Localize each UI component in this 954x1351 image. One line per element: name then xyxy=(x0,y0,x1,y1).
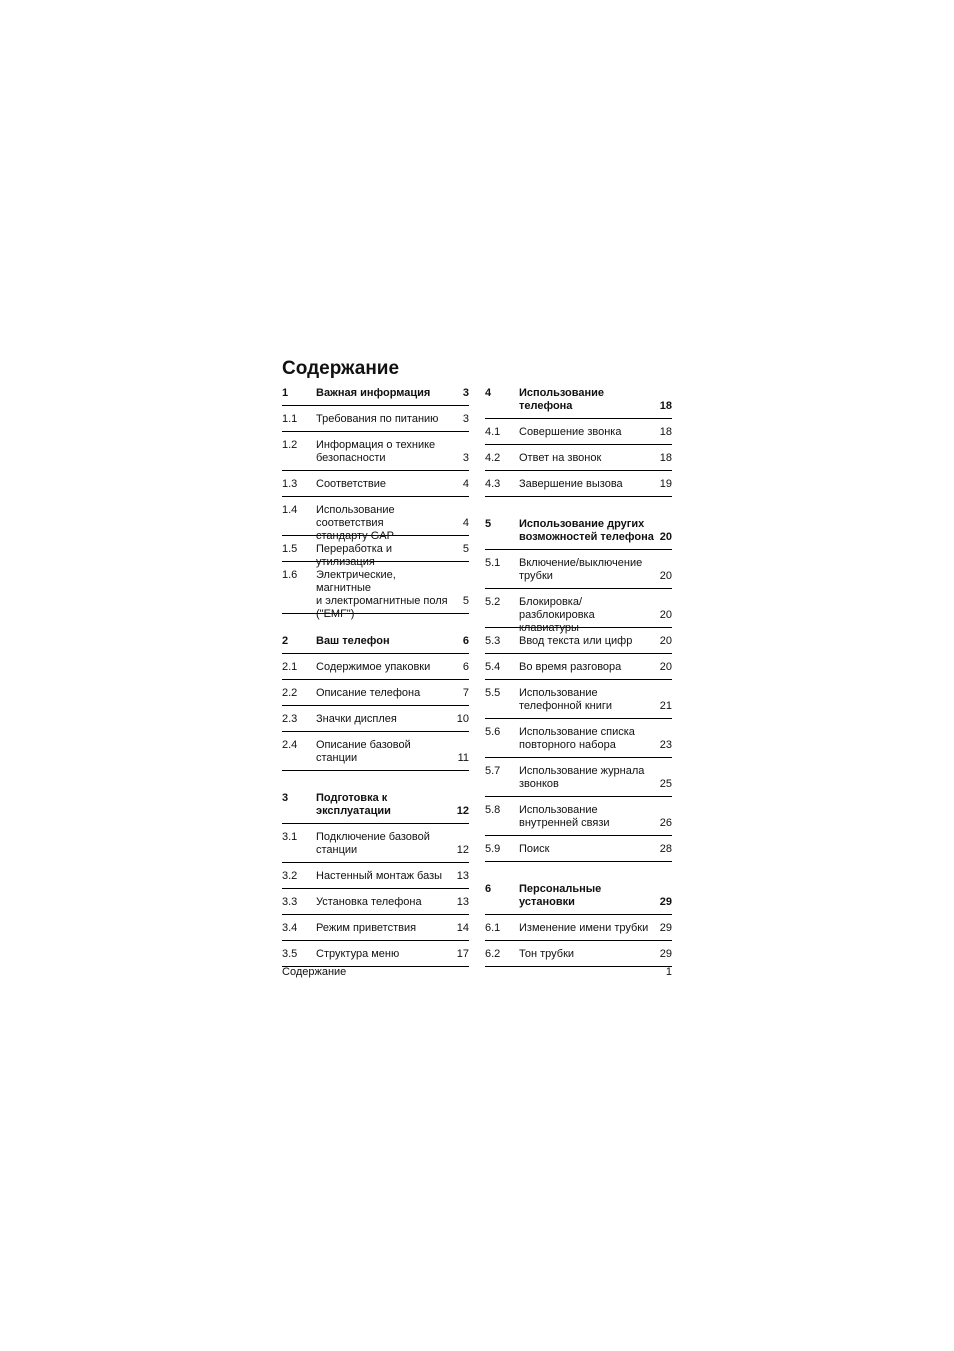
toc-entry-title: Использование телефонной книги xyxy=(519,687,613,712)
toc-entry[interactable] xyxy=(282,432,469,471)
toc-entry-page: 25 xyxy=(659,778,672,790)
toc-entry-number: 5.5 xyxy=(485,687,501,699)
toc-entry-page: 20 xyxy=(659,661,672,673)
toc-entry-title: Настенный монтаж базы xyxy=(316,870,443,882)
toc-entry[interactable] xyxy=(485,876,672,915)
toc-entry-page: 14 xyxy=(456,922,469,934)
toc-entry-number: 5.2 xyxy=(485,596,501,608)
toc-entry-number: 1.1 xyxy=(282,413,298,425)
toc-entry-title: Тон трубки xyxy=(519,948,575,960)
toc-entry-title: Описание телефона xyxy=(316,687,421,699)
toc-entry[interactable] xyxy=(282,471,469,497)
toc-entry[interactable] xyxy=(282,732,469,771)
toc-entry[interactable] xyxy=(282,628,469,654)
toc-entry-number: 1.3 xyxy=(282,478,298,490)
toc-entry-title: Использование других возможностей телефона xyxy=(519,518,654,543)
toc-entry-page: 20 xyxy=(659,531,672,543)
toc-entry[interactable] xyxy=(485,836,672,862)
toc-entry-number: 3.5 xyxy=(282,948,298,960)
toc-entry-page: 3 xyxy=(462,452,469,464)
toc-entry[interactable] xyxy=(282,562,469,620)
toc-entry-title: Использование телефона xyxy=(519,387,605,412)
toc-entry-number: 2.2 xyxy=(282,687,298,699)
toc-entry[interactable] xyxy=(282,654,469,680)
toc-column-left xyxy=(282,380,469,967)
toc-entry-title: Ответ на звонок xyxy=(519,452,602,464)
toc-entry-page: 26 xyxy=(659,817,672,829)
toc-entry-title: Использование списка повторного набора xyxy=(519,726,635,751)
toc-entry-title: Использование внутренней связи xyxy=(519,804,610,829)
toc-entry-title: Подключение базовой станции xyxy=(316,831,430,856)
toc-entry-page: 29 xyxy=(659,922,672,934)
toc-entry-number: 3.4 xyxy=(282,922,298,934)
toc-entry-page: 19 xyxy=(659,478,672,490)
toc-entry-number: 2.1 xyxy=(282,661,298,673)
toc-entry[interactable] xyxy=(485,445,672,471)
toc-entry[interactable] xyxy=(485,419,672,445)
toc-entry[interactable] xyxy=(485,941,672,967)
toc-entry-page: 13 xyxy=(456,870,469,882)
toc-entry[interactable] xyxy=(485,719,672,758)
toc-entry-page: 29 xyxy=(659,896,672,908)
footer-title: Содержание xyxy=(282,966,347,978)
toc-entry[interactable] xyxy=(485,797,672,836)
toc-entry[interactable] xyxy=(282,380,469,406)
toc-entry[interactable] xyxy=(282,785,469,824)
toc-entry-page: 12 xyxy=(456,805,469,817)
toc-entry-title: Совершение звонка xyxy=(519,426,622,438)
toc-entry-number: 6.2 xyxy=(485,948,501,960)
toc-entry-title: Содержимое упаковки xyxy=(316,661,431,673)
toc-entry-title: Значки дисплея xyxy=(316,713,397,725)
toc-entry-number: 5.9 xyxy=(485,843,501,855)
toc-entry-number: 5.8 xyxy=(485,804,501,816)
toc-entry-number: 5.3 xyxy=(485,635,501,647)
toc-entry-number: 3.1 xyxy=(282,831,298,843)
toc-entry-number: 2.3 xyxy=(282,713,298,725)
toc-entry-page: 20 xyxy=(659,570,672,582)
toc-entry-page: 5 xyxy=(462,543,469,555)
toc-entry-number: 3 xyxy=(282,792,289,804)
toc-entry[interactable] xyxy=(485,511,672,550)
toc-entry-title: Использование журнала звонков xyxy=(519,765,645,790)
toc-entry-title: Режим приветствия xyxy=(316,922,417,934)
toc-entry-page: 6 xyxy=(462,661,469,673)
toc-entry-title: Описание базовой станции xyxy=(316,739,411,764)
toc-entry-title: Соответствие xyxy=(316,478,387,490)
toc-entry[interactable] xyxy=(485,471,672,497)
toc-entry-page: 7 xyxy=(462,687,469,699)
toc-entry-number: 5.7 xyxy=(485,765,501,777)
toc-entry[interactable] xyxy=(282,706,469,732)
toc-entry-title: Структура меню xyxy=(316,948,400,960)
toc-entry-page: 13 xyxy=(456,896,469,908)
toc-entry[interactable] xyxy=(485,550,672,589)
toc-entry-page: 18 xyxy=(659,426,672,438)
footer-page-number: 1 xyxy=(665,966,672,978)
toc-entry-title: Подготовка к эксплуатации xyxy=(316,792,391,817)
toc-entry-page: 10 xyxy=(456,713,469,725)
toc-entry-page: 20 xyxy=(659,609,672,621)
toc-entry-title: Ввод текста или цифр xyxy=(519,635,633,647)
toc-entry-title: Требования по питанию xyxy=(316,413,439,425)
toc-entry-number: 5.1 xyxy=(485,557,501,569)
toc-entry-page: 3 xyxy=(462,387,469,399)
toc-entry-page: 6 xyxy=(462,635,469,647)
toc-entry-title: Информация о технике безопасности xyxy=(316,439,436,464)
toc-entry-page: 4 xyxy=(462,478,469,490)
toc-entry[interactable] xyxy=(282,680,469,706)
toc-entry-title: Важная информация xyxy=(316,387,431,399)
toc-entry-title: Установка телефона xyxy=(316,896,422,908)
toc-entry-number: 4.1 xyxy=(485,426,501,438)
toc-entry-number: 1.2 xyxy=(282,439,298,451)
toc-entry[interactable] xyxy=(282,889,469,915)
toc-entry-number: 6 xyxy=(485,883,492,895)
toc-entry[interactable] xyxy=(485,915,672,941)
toc-entry-title: Поиск xyxy=(519,843,550,855)
page-title: Содержание xyxy=(282,358,400,379)
toc-entry[interactable] xyxy=(282,497,469,542)
toc-entry-page: 29 xyxy=(659,948,672,960)
toc-entry-page: 23 xyxy=(659,739,672,751)
toc-entry-number: 5.4 xyxy=(485,661,501,673)
toc-entry[interactable] xyxy=(282,915,469,941)
toc-entry-number: 1.4 xyxy=(282,504,298,516)
toc-entry[interactable] xyxy=(282,941,469,967)
toc-entry-page: 3 xyxy=(462,413,469,425)
toc-entry-page: 17 xyxy=(456,948,469,960)
toc-entry[interactable] xyxy=(485,589,672,634)
toc-entry[interactable] xyxy=(282,406,469,432)
toc-entry[interactable] xyxy=(485,758,672,797)
toc-entry-page: 18 xyxy=(659,400,672,412)
toc-entry-number: 4.3 xyxy=(485,478,501,490)
toc-entry-number: 2.4 xyxy=(282,739,298,751)
toc-entry-page: 4 xyxy=(462,517,469,529)
toc-entry-number: 3.3 xyxy=(282,896,298,908)
toc-entry-page: 20 xyxy=(659,635,672,647)
toc-entry-title: Изменение имени трубки xyxy=(519,922,649,934)
toc-entry-page: 12 xyxy=(456,844,469,856)
toc-entry-title: Блокировка/разблокировка клавиатуры xyxy=(519,596,595,634)
toc-entry[interactable] xyxy=(282,863,469,889)
toc-entry-page: 11 xyxy=(457,752,469,764)
toc-entry[interactable] xyxy=(485,628,672,654)
toc-entry-number: 1 xyxy=(282,387,289,399)
toc-entry-number: 5.6 xyxy=(485,726,501,738)
toc-entry-title: Персональные установки xyxy=(519,883,602,908)
toc-entry-title: Завершение вызова xyxy=(519,478,623,490)
toc-entry[interactable] xyxy=(485,380,672,419)
toc-entry[interactable] xyxy=(485,680,672,719)
toc-entry[interactable] xyxy=(282,536,469,568)
toc-entry-title: Ваш телефон xyxy=(316,635,390,647)
toc-entry-number: 4 xyxy=(485,387,492,399)
toc-entry-title: Включение/выключение трубки xyxy=(519,557,643,582)
toc-entry-number: 4.2 xyxy=(485,452,501,464)
toc-entry-title: Использование соответствия стандарту GAP xyxy=(316,504,395,542)
toc-entry-number: 2 xyxy=(282,635,289,647)
toc-entry-number: 1.6 xyxy=(282,569,298,581)
toc-entry-page: 18 xyxy=(659,452,672,464)
toc-entry[interactable] xyxy=(485,654,672,680)
toc-entry-page: 5 xyxy=(462,595,469,607)
toc-entry-number: 5 xyxy=(485,518,492,530)
toc-entry-title: Переработка и утилизация xyxy=(316,543,393,568)
toc-entry-page: 21 xyxy=(659,700,672,712)
toc-entry-title: Во время разговора xyxy=(519,661,622,673)
toc-entry-number: 6.1 xyxy=(485,922,501,934)
toc-entry-number: 3.2 xyxy=(282,870,298,882)
toc-entry-title: Электрические, магнитные и электромагнитные поля ("EMF") xyxy=(316,569,448,620)
toc-entry-number: 1.5 xyxy=(282,543,298,555)
toc-column-right xyxy=(485,380,672,967)
toc-entry-page: 28 xyxy=(659,843,672,855)
toc-entry[interactable] xyxy=(282,824,469,863)
